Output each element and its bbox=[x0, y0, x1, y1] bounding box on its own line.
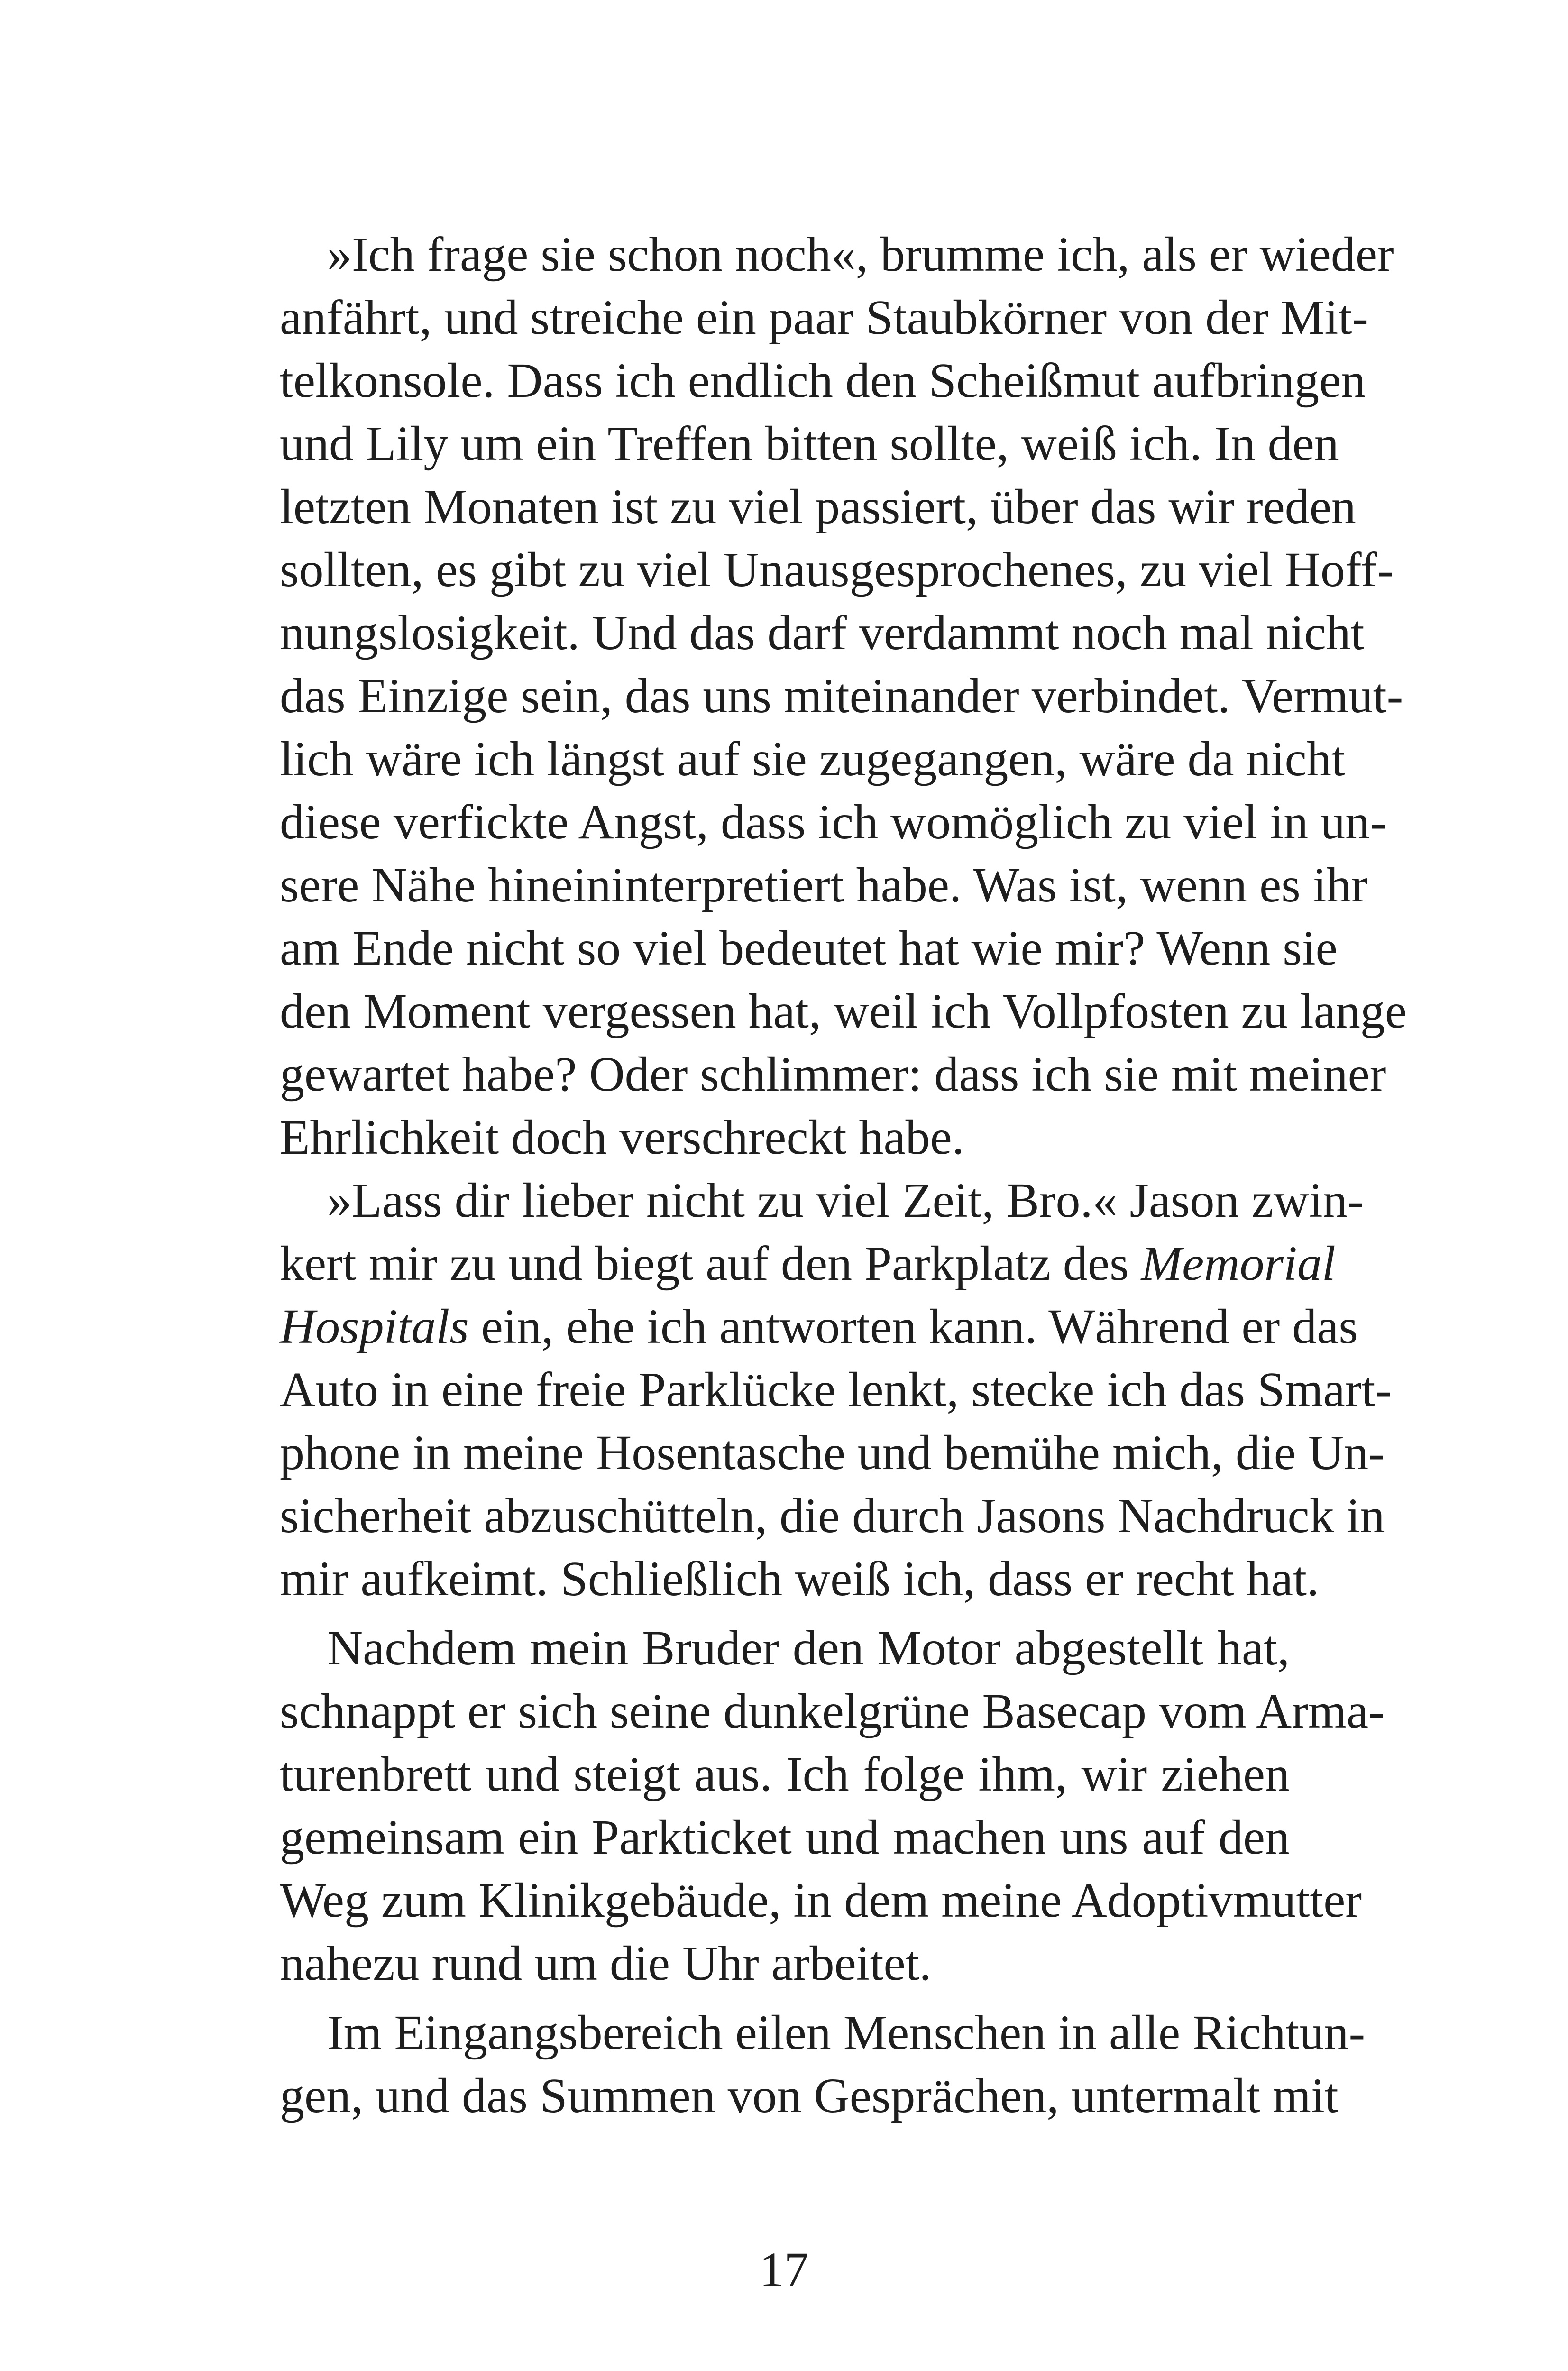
text-line: turenbrett und steigt aus. Ich folge ihm, wir ziehen bbox=[280, 1747, 1290, 1801]
text-line: nungslosigkeit. Und das darf verdammt noch mal nicht bbox=[280, 606, 1365, 660]
text-line: am Ende nicht so viel bedeutet hat wie mir? Wenn sie bbox=[280, 921, 1338, 975]
text-line: den Moment vergessen hat, weil ich Vollpfosten zu lange bbox=[280, 984, 1407, 1038]
text-line: schnappt er sich seine dunkelgrüne Basecap vom Arma- bbox=[280, 1684, 1385, 1738]
paragraph-4 bbox=[280, 2001, 1366, 2127]
text-line: anfährt, und streiche ein paar Staubkörner von der Mit- bbox=[280, 290, 1368, 345]
text-line: »Ich frage sie schon noch«, brumme ich, als er wieder bbox=[327, 227, 1394, 282]
text-line: nahezu rund um die Uhr arbeitet. bbox=[280, 1936, 932, 1991]
page-number: 17 bbox=[759, 2242, 809, 2297]
text-line: telkonsole. Dass ich endlich den Scheißmut aufbringen bbox=[280, 353, 1366, 408]
text-segment: kert mir zu und biegt auf den Parkplatz des bbox=[280, 1236, 1141, 1291]
text-line: gen, und das Summen von Gesprächen, untermalt mit bbox=[280, 2068, 1339, 2123]
paragraph-2 bbox=[280, 1169, 1392, 1610]
text-line: Weg zum Klinikgebäude, in dem meine Adoptivmutter bbox=[280, 1873, 1362, 1928]
text-line: phone in meine Hosentasche und bemühe mich, die Un- bbox=[280, 1425, 1385, 1480]
paragraph-1 bbox=[280, 223, 1407, 1169]
text-line: »Lass dir lieber nicht zu viel Zeit, Bro.« Jason zwin- bbox=[327, 1173, 1364, 1228]
italic-place-name: Memorial bbox=[1141, 1236, 1336, 1291]
text-line: das Einzige sein, das uns miteinander verbindet. Vermut- bbox=[280, 669, 1403, 723]
text-line: sicherheit abzuschütteln, die durch Jasons Nachdruck in bbox=[280, 1489, 1385, 1543]
body-text bbox=[280, 223, 1407, 2127]
text-line: sere Nähe hineininterpretiert habe. Was ist, wenn es ihr bbox=[280, 858, 1368, 912]
text-line: mir aufkeimt. Schließlich weiß ich, dass er recht hat. bbox=[280, 1552, 1319, 1606]
text-line: und Lily um ein Treffen bitten sollte, weiß ich. In den bbox=[280, 416, 1339, 471]
text-line: sollten, es gibt zu viel Unausgesprochenes, zu viel Hoff- bbox=[280, 542, 1394, 597]
text-line: gemeinsam ein Parkticket und machen uns auf den bbox=[280, 1810, 1290, 1865]
paragraph-gap bbox=[280, 1610, 1290, 1617]
text-line: gewartet habe? Oder schlimmer: dass ich sie mit meiner bbox=[280, 1047, 1386, 1102]
text-segment: ein, ehe ich antworten kann. Während er das bbox=[468, 1299, 1358, 1354]
text-line bbox=[280, 1232, 1336, 1295]
text-line bbox=[280, 1295, 1358, 1358]
paragraph-gap bbox=[280, 1995, 1290, 2001]
text-line: diese verfickte Angst, dass ich womöglich zu viel in un- bbox=[280, 795, 1386, 849]
text-line: Nachdem mein Bruder den Motor abgestellt hat, bbox=[327, 1621, 1290, 1675]
italic-place-name: Hospitals bbox=[280, 1299, 469, 1354]
text-line: Auto in eine freie Parklücke lenkt, stecke ich das Smart- bbox=[280, 1362, 1392, 1417]
text-line: Im Eingangsbereich eilen Menschen in alle Richtun- bbox=[327, 2005, 1366, 2060]
paragraph-3 bbox=[280, 1617, 1385, 1995]
text-line: letzten Monaten ist zu viel passiert, über das wir reden bbox=[280, 479, 1356, 534]
text-line: lich wäre ich längst auf sie zugegangen, wäre da nicht bbox=[280, 732, 1345, 786]
text-line: Ehrlichkeit doch verschreckt habe. bbox=[280, 1110, 964, 1165]
